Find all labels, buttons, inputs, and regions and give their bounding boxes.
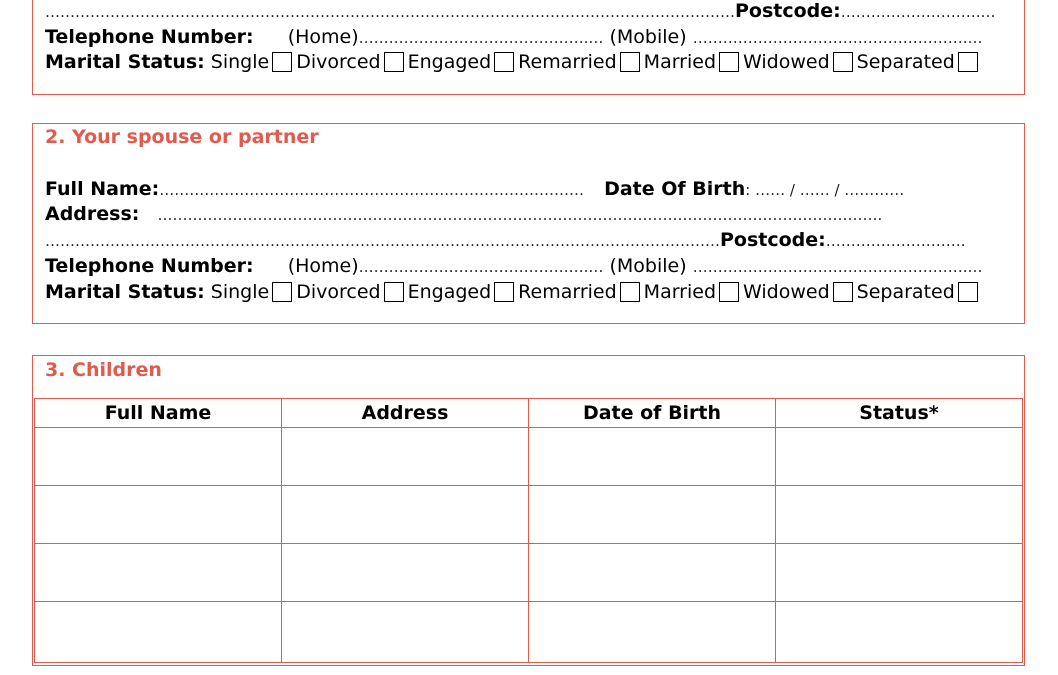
cell-status[interactable] bbox=[776, 428, 1023, 486]
s1-address-line-2 bbox=[45, 0, 1018, 22]
cell-full-name[interactable] bbox=[35, 486, 282, 544]
section-3-title: 3. Children bbox=[45, 359, 162, 381]
s2-home-field[interactable]: ……………………………………….… bbox=[358, 258, 604, 276]
cell-address[interactable] bbox=[282, 428, 529, 486]
s1-postcode-label: Postcode: bbox=[735, 0, 841, 22]
s2-option-remarried: Remarried bbox=[518, 281, 617, 303]
cell-date-of-birth[interactable] bbox=[529, 602, 776, 663]
s2-telephone-label: Telephone Number: bbox=[45, 255, 254, 277]
s2-address-line bbox=[45, 203, 1018, 225]
s2-address-field[interactable]: ………………………………………………………………………………………………………………………………. bbox=[157, 206, 883, 224]
s2-checkbox-remarried[interactable] bbox=[620, 282, 640, 302]
s1-mobile-label: (Mobile) bbox=[609, 26, 687, 48]
s1-marital-label: Marital Status: bbox=[45, 51, 205, 73]
cell-address[interactable] bbox=[282, 486, 529, 544]
cell-address[interactable] bbox=[282, 602, 529, 663]
cell-status[interactable] bbox=[776, 486, 1023, 544]
s2-checkbox-married[interactable] bbox=[719, 282, 739, 302]
section-2-title: 2. Your spouse or partner bbox=[45, 126, 319, 148]
table-row bbox=[35, 602, 1023, 663]
cell-status[interactable] bbox=[776, 602, 1023, 663]
s1-option-remarried: Remarried bbox=[518, 51, 617, 73]
s1-option-divorced: Divorced bbox=[296, 51, 381, 73]
s1-option-separated: Separated bbox=[856, 51, 955, 73]
column-header-date-of-birth: Date of Birth bbox=[529, 399, 776, 428]
s1-home-label: (Home) bbox=[287, 26, 359, 48]
s1-checkbox-remarried[interactable] bbox=[620, 52, 640, 72]
s2-fullname-field[interactable]: ………………………………………………….……………………… bbox=[159, 181, 584, 199]
s1-telephone-line bbox=[45, 26, 1018, 48]
s2-option-single: Single bbox=[210, 281, 270, 303]
s2-option-separated: Separated bbox=[856, 281, 955, 303]
s2-option-married: Married bbox=[643, 281, 717, 303]
s2-home-label: (Home) bbox=[287, 255, 359, 277]
s1-option-single: Single bbox=[210, 51, 270, 73]
s2-postcode-field[interactable]: ………………………. bbox=[825, 232, 966, 250]
s2-checkbox-divorced[interactable] bbox=[384, 282, 404, 302]
s2-checkbox-separated[interactable] bbox=[958, 282, 978, 302]
s2-dob-label: Date Of Birth bbox=[604, 178, 746, 200]
cell-full-name[interactable] bbox=[35, 428, 282, 486]
s1-checkbox-married[interactable] bbox=[719, 52, 739, 72]
s2-option-widowed: Widowed bbox=[743, 281, 830, 303]
s1-marital-line bbox=[45, 51, 1018, 73]
s2-postcode-label: Postcode: bbox=[720, 229, 826, 251]
column-header-status: Status* bbox=[776, 399, 1023, 428]
s2-checkbox-engaged[interactable] bbox=[494, 282, 514, 302]
s1-checkbox-single[interactable] bbox=[272, 52, 292, 72]
table-row bbox=[35, 428, 1023, 486]
s2-fullname-label: Full Name: bbox=[45, 178, 160, 200]
s1-postcode-field[interactable]: ……………………….… bbox=[840, 3, 996, 21]
s1-telephone-label: Telephone Number: bbox=[45, 26, 254, 48]
s2-checkbox-single[interactable] bbox=[272, 282, 292, 302]
cell-address[interactable] bbox=[282, 544, 529, 602]
s2-address-field-2[interactable]: ……………………………………………………………………………………………………………………… bbox=[45, 232, 720, 250]
s2-dob-field[interactable]: : …… / …… / ………… bbox=[745, 181, 905, 199]
s2-mobile-field[interactable]: ……………………………………………….… bbox=[692, 258, 983, 276]
table-row bbox=[35, 486, 1023, 544]
s1-checkbox-separated[interactable] bbox=[958, 52, 978, 72]
s1-checkbox-engaged[interactable] bbox=[494, 52, 514, 72]
s2-marital-line bbox=[45, 281, 1018, 303]
s1-option-engaged: Engaged bbox=[407, 51, 492, 73]
cell-date-of-birth[interactable] bbox=[529, 544, 776, 602]
s2-telephone-line bbox=[45, 255, 1018, 277]
s1-option-married: Married bbox=[643, 51, 717, 73]
s2-address-line-2 bbox=[45, 229, 1018, 251]
s2-mobile-label: (Mobile) bbox=[609, 255, 687, 277]
s2-address-label: Address: bbox=[45, 203, 140, 225]
s1-checkbox-widowed[interactable] bbox=[833, 52, 853, 72]
table-row bbox=[35, 544, 1023, 602]
children-table bbox=[34, 398, 1023, 663]
s2-option-divorced: Divorced bbox=[296, 281, 381, 303]
s1-option-widowed: Widowed bbox=[743, 51, 830, 73]
s2-marital-label: Marital Status: bbox=[45, 281, 205, 303]
s1-home-field[interactable]: ……………………………………….… bbox=[358, 29, 604, 47]
s2-fullname-line bbox=[45, 178, 1018, 200]
s1-mobile-field[interactable]: ……………………………………………….… bbox=[692, 29, 983, 47]
s2-option-engaged: Engaged bbox=[407, 281, 492, 303]
cell-status[interactable] bbox=[776, 544, 1023, 602]
s1-checkbox-divorced[interactable] bbox=[384, 52, 404, 72]
cell-full-name[interactable] bbox=[35, 602, 282, 663]
column-header-address: Address bbox=[282, 399, 529, 428]
children-table-header bbox=[35, 399, 1023, 428]
s2-checkbox-widowed[interactable] bbox=[833, 282, 853, 302]
cell-date-of-birth[interactable] bbox=[529, 486, 776, 544]
s1-address-field[interactable]: ………………………………………………………………………………………………………………………… bbox=[45, 3, 735, 21]
cell-date-of-birth[interactable] bbox=[529, 428, 776, 486]
cell-full-name[interactable] bbox=[35, 544, 282, 602]
column-header-full-name: Full Name bbox=[35, 399, 282, 428]
